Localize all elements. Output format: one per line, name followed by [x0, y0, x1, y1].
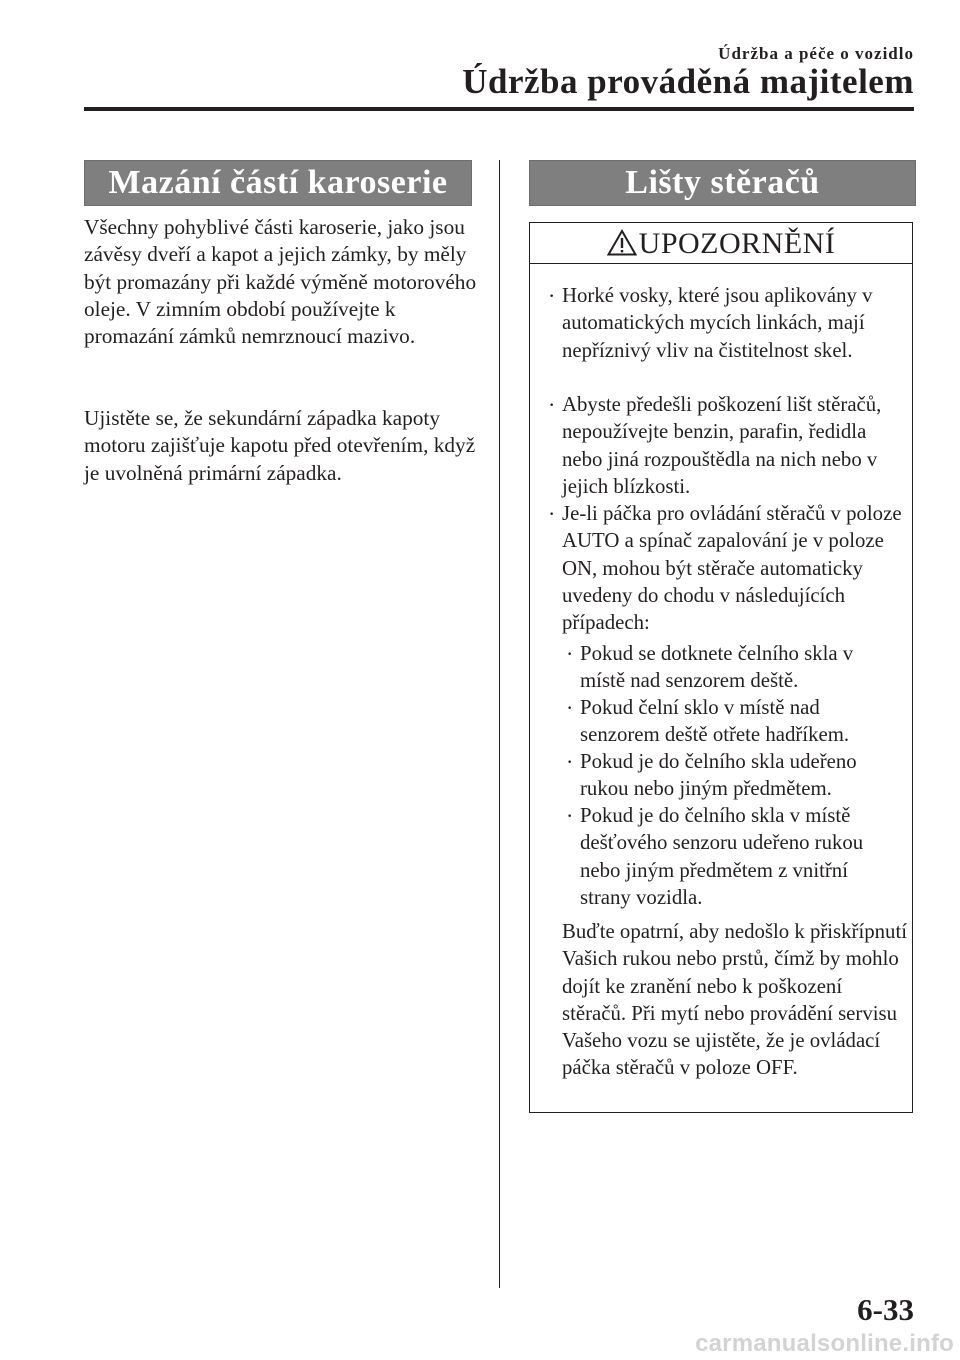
left-paragraph-1: Všechny pohyblivé části karoserie, jako jsou závěsy dveří a kapot a jejich zámky, by měly být promazány při každé výměně motorového oleje. V zimním období používejte k promazání zámků nemrznoucí mazivo. — [84, 215, 477, 349]
sub-bullet-marker: · — [566, 749, 574, 774]
section-title: Údržba prováděná majitelem — [462, 62, 914, 101]
left-paragraph-2: Ujistěte se, že sekundární západka kapoty motoru zajišťuje kapotu před otevřením, když je uvolněná primární západka. — [84, 406, 476, 485]
header-rule — [84, 107, 914, 111]
right-section-heading: Lišty stěračů — [529, 160, 916, 206]
caution-subitem-2: Pokud čelní sklo v místě nad senzorem deště otřete hadříkem. — [580, 696, 850, 747]
caution-subitem-4: Pokud je do čelního skla v místě dešťového senzoru udeřeno rukou nebo jiným předmětem z vnitřní strany vozidla. — [580, 804, 864, 909]
caution-box — [529, 222, 913, 1113]
caution-item-1: Horké vosky, které jsou aplikovány v automatických mycích linkách, mají nepříznivý vliv na čistitelnost skel. — [562, 284, 873, 362]
bullet-marker: · — [548, 501, 556, 526]
left-section-heading: Mazání částí karoserie — [84, 160, 472, 206]
chapter-title: Údržba a péče o vozidlo — [718, 44, 914, 63]
bullet-marker: · — [548, 283, 556, 308]
warning-triangle-icon — [607, 229, 637, 256]
sub-bullet-marker: · — [566, 695, 574, 720]
bullet-marker: · — [548, 392, 556, 417]
caution-heading: UPOZORNĚNÍ — [638, 227, 836, 260]
sub-bullet-marker: · — [566, 803, 574, 828]
caution-item-2: Abyste předešli poškození lišt stěračů, nepoužívejte benzin, parafin, ředidla nebo jiná rozpouštědla na nich nebo v jejich blízkosti. — [562, 393, 882, 498]
caution-item-3: Je-li páčka pro ovládání stěračů v poloze AUTO a spínač zapalování je v poloze ON, mohou být stěrače automaticky uvedeny do chodu v následujících případech: — [562, 502, 902, 635]
watermark: carmanualsonline.info — [695, 1330, 954, 1357]
column-divider — [499, 160, 500, 1288]
sub-bullet-marker: · — [566, 641, 574, 666]
caution-subitem-3: Pokud je do čelního skla udeřeno rukou nebo jiným předmětem. — [580, 750, 857, 801]
page-number: 6-33 — [857, 1292, 914, 1327]
caution-subitem-1: Pokud se dotknete čelního skla v místě nad senzorem deště. — [580, 642, 854, 693]
caution-header — [530, 223, 912, 264]
caution-closing: Buďte opatrní, aby nedošlo k přiskřípnutí Vašich rukou nebo prstů, čímž by mohlo dojít ke zranění nebo k poškození stěračů. Při mytí nebo provádění servisu Vašeho vozu se ujistěte, že je ovládací páčka stěračů v poloze OFF. — [562, 920, 907, 1080]
